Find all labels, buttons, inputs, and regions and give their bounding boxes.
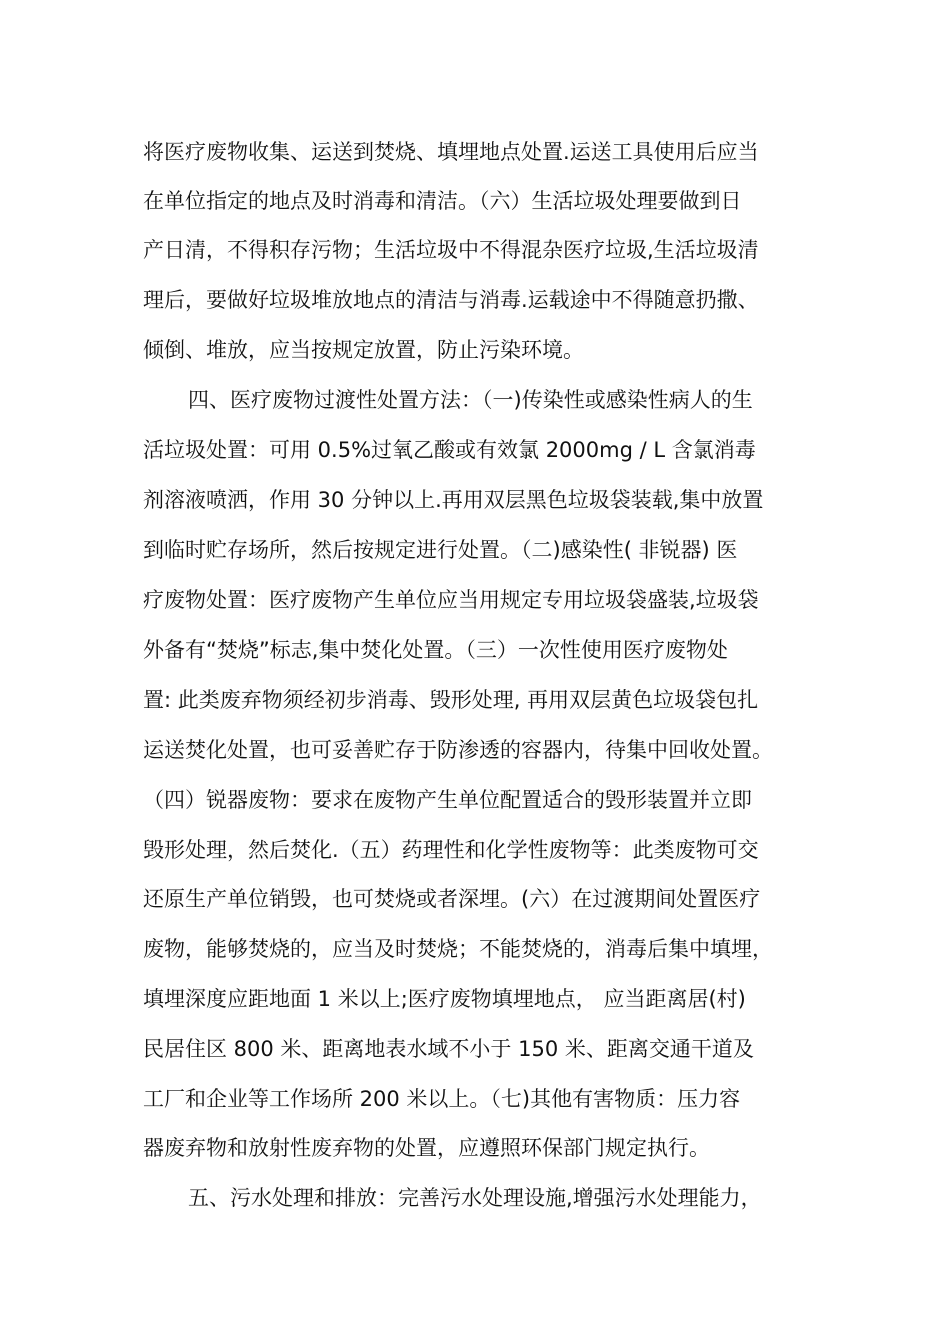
text-line: 疗废物处置：医疗废物产生单位应当用规定专用垃圾袋盛装,垃圾袋 [143,588,759,612]
text-line: （四）锐器废物：要求在废物产生单位配置适合的毁形装置并立即 [143,788,752,812]
text-line: 在单位指定的地点及时消毒和清洁。（六）生活垃圾处理要做到日 [143,189,742,213]
text-line: 外备有“焚烧”标志,集中焚化处置。（三）一次性使用医疗废物处 [143,638,728,662]
text-line: 还原生产单位销毁，也可焚烧或者深埋。(六）在过渡期间处置医疗 [143,887,761,911]
paragraph-heading-4: 四、医疗废物过渡性处置方法：（一)传染性或感染性病人的生 [188,388,753,412]
text-line: 填埋深度应距地面 1 米以上;医疗废物填埋地点， 应当距离居(村) [143,987,746,1011]
text-line: 产日清，不得积存污物；生活垃圾中不得混杂医疗垃圾,生活垃圾清 [143,238,759,262]
text-line: 理后，要做好垃圾堆放地点的清洁与消毒.运载途中不得随意扔撒、 [143,288,759,312]
text-line: 器废弃物和放射性废弃物的处置，应遵照环保部门规定执行。 [143,1136,710,1160]
text-line: 毁形处理，然后焚化.（五）药理性和化学性废物等：此类废物可交 [143,838,759,862]
text-line: 到临时贮存场所，然后按规定进行处置。（二)感染性( 非锐器) 医 [143,538,738,562]
text-line: 运送焚化处置，也可妥善贮存于防渗透的容器内，待集中回收处置。 [143,738,773,762]
text-line: 活垃圾处置：可用 0.5%过氧乙酸或有效氯 2000mg / L 含氯消毒 [143,438,756,462]
text-line: 倾倒、堆放，应当按规定放置，防止污染环境。 [143,338,584,362]
paragraph-heading-5: 五、污水处理和排放：完善污水处理设施,增强污水处理能力， [188,1186,762,1210]
text-line: 工厂和企业等工作场所 200 米以上。（七)其他有害物质：压力容 [143,1087,741,1111]
text-line: 置: 此类废弃物须经初步消毒、毁形处理, 再用双层黄色垃圾袋包扎 [143,688,759,712]
text-line: 将医疗废物收集、运送到焚烧、填埋地点处置.运送工具使用后应当 [143,140,759,164]
text-line: 民居住区 800 米、距离地表水域不小于 150 米、距离交通干道及 [143,1037,754,1061]
text-line: 废物，能够焚烧的，应当及时焚烧；不能焚烧的，消毒后集中填埋， [143,937,773,961]
text-line: 剂溶液喷洒，作用 30 分钟以上.再用双层黑色垃圾袋装载,集中放置 [143,488,764,512]
